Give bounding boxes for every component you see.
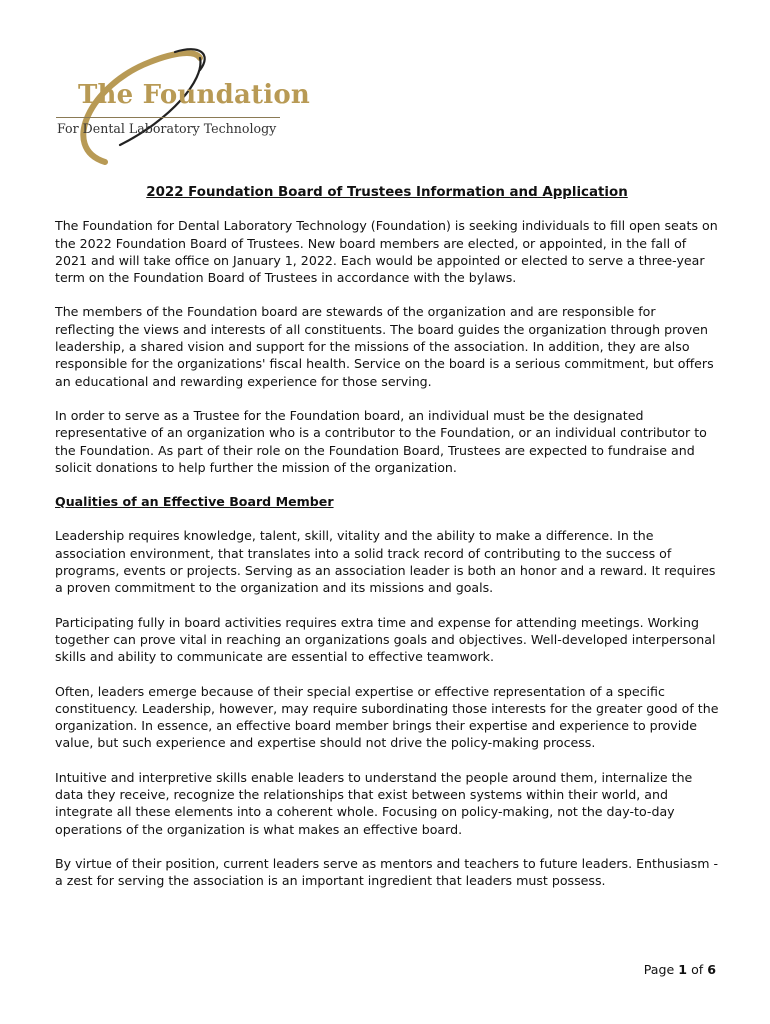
foundation-logo bbox=[50, 40, 310, 170]
logo-subtitle: For Dental Laboratory Technology bbox=[57, 121, 277, 136]
page-label: Page bbox=[643, 962, 675, 977]
current-page: 1 bbox=[678, 962, 688, 977]
page-number bbox=[644, 962, 716, 977]
document-body bbox=[55, 184, 719, 907]
qualities-paragraph-2: Participating fully in board activities requires extra time and expense for attending meetings. Working together can prove vital in reaching an organizations goals and objectives. Well-developed interpersonal skills and ability to communicate are essential to effective teamwork. bbox=[55, 614, 716, 665]
intro-paragraph-2: The members of the Foundation board are stewards of the organization and are responsible for reflecting the views and interests of all constituents. The board guides the organization through proven leadership, a shared vision and support for the missions of the association. In addition, they are also responsible for the organizations' fiscal health. Service on the board is a serious commitment, but offers an educational and rewarding experience for those serving. bbox=[55, 304, 714, 389]
logo-title: The Foundation bbox=[78, 80, 310, 110]
of-label: of bbox=[691, 962, 704, 977]
intro-paragraph-1: The Foundation for Dental Laboratory Technology (Foundation) is seeking individuals to fill open seats on the 2022 Foundation Board of Trustees. New board members are elected, or appointed, in the fall of 2021 and will take office on January 1, 2022. Each would be appointed or elected to serve a three-year term on the Foundation Board of Trustees in accordance with the bylaws. bbox=[55, 218, 718, 286]
total-pages: 6 bbox=[707, 962, 716, 977]
document-title: 2022 Foundation Board of Trustees Information and Application bbox=[146, 185, 628, 200]
qualities-paragraph-1: Leadership requires knowledge, talent, skill, vitality and the ability to make a difference. In the association environment, that translates into a solid track record of contributing to the success of programs, events or projects. Serving as an association leader is both an honor and a reward. It requires a proven commitment to the organization and its missions and goals. bbox=[55, 528, 716, 596]
intro-paragraph-3: In order to serve as a Trustee for the Foundation board, an individual must be the designated representative of an organization who is a contributor to the Foundation, or an individual contributor to the Foundation. As part of their role on the Foundation Board, Trustees are expected to fundraise and solicit donations to help further the mission of the organization. bbox=[55, 407, 707, 475]
qualities-paragraph-5: By virtue of their position, current leaders serve as mentors and teachers to future leaders. Enthusiasm - a zest for serving the association is an important ingredient that leaders must possess. bbox=[55, 855, 719, 889]
logo-divider bbox=[56, 117, 280, 118]
qualities-heading: Qualities of an Effective Board Member bbox=[55, 494, 334, 510]
qualities-paragraph-3: Often, leaders emerge because of their special expertise or effective representation of a specific constituency. Leadership, however, may require subordinating those interests for the greater good of the organization. In essence, an effective board member brings their expertise and experience to provide value, but such experience and expertise should not drive the policy-making process. bbox=[55, 683, 719, 751]
qualities-paragraph-4: Intuitive and interpretive skills enable leaders to understand the people around them, internalize the data they receive, recognize the relationships that exist between systems within their world, and integrate all these elements into a coherent whole. Focusing on policy-making, not the day-to-day operations of the organization is what makes an effective board. bbox=[55, 769, 693, 837]
